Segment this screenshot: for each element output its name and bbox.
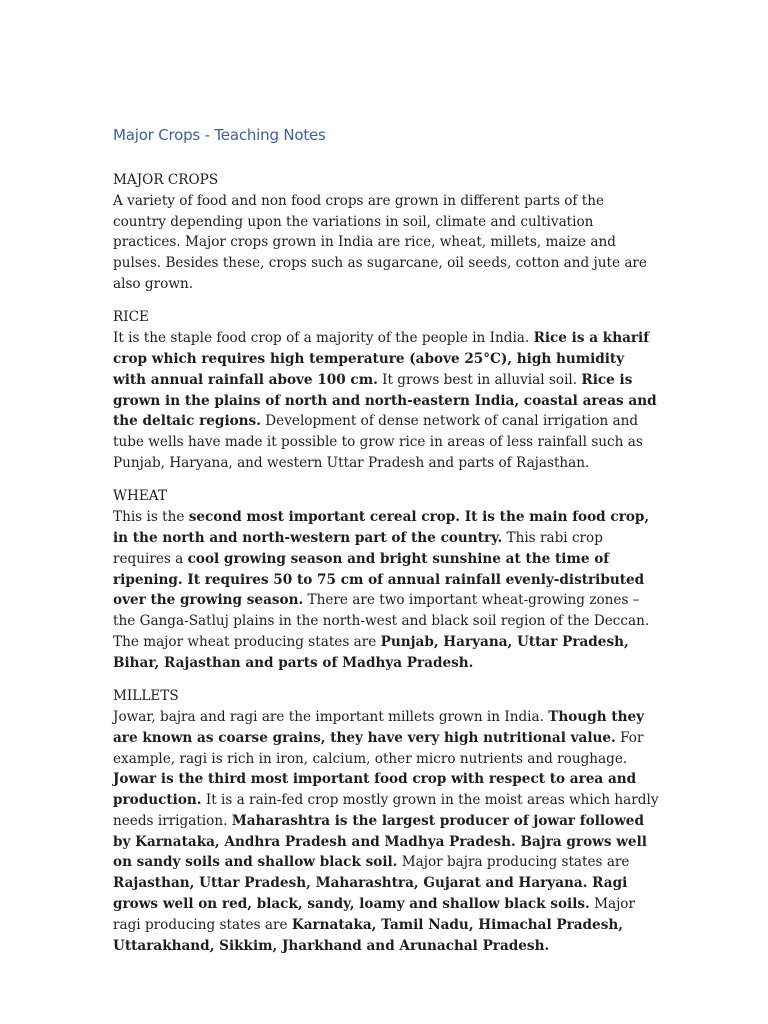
body-text: This is the bbox=[113, 509, 189, 526]
body-text: Major ragi producing states are bbox=[113, 896, 635, 933]
bold-text: Rice is a kharif crop which requires high temperature (above 25°C), high humidity with annual rainfall above 100 cm. bbox=[113, 330, 650, 388]
section-millets bbox=[113, 686, 661, 956]
body-text: There are two important wheat-growing zones – the Ganga-Satluj plains in the north-west and black soil region of the Deccan. The major wheat producing states are bbox=[113, 592, 650, 650]
bold-text: Karnataka, Tamil Nadu, Himachal Pradesh, Uttarakhand, Sikkim, Jharkhand and Arunachal Pradesh. bbox=[113, 916, 623, 954]
body-text: Development of dense network of canal irrigation and tube wells have made it possible to grow rice in areas of less rainfall such as Punjab, Haryana, and western Uttar Pradesh and parts of Rajasthan. bbox=[113, 413, 643, 471]
document-body bbox=[113, 170, 661, 956]
section-paragraph bbox=[113, 191, 661, 295]
body-text: For example, ragi is rich in iron, calcium, other micro nutrients and roughage. bbox=[113, 729, 644, 767]
section-paragraph bbox=[113, 507, 661, 673]
body-text: Jowar, bajra and ragi are the important millets grown in India. bbox=[113, 708, 549, 725]
document-page bbox=[113, 124, 661, 969]
bold-text: cool growing season and bright sunshine at the time of ripening. It requires 50 to 75 cm of annual rainfall evenly-distributed over the growing season. bbox=[113, 550, 645, 609]
section-paragraph bbox=[113, 707, 661, 957]
body-text: Major bajra producing states are bbox=[397, 854, 630, 871]
bold-text: Jowar is the third most important food crop with respect to area and production. bbox=[113, 771, 637, 809]
bold-text: Maharashtra is the largest producer of jowar followed by Karnataka, Andhra Pradesh and Madhya Pradesh. Bajra grows well on sandy soils and shallow black soil. bbox=[113, 812, 647, 871]
section-heading: RICE bbox=[113, 309, 149, 326]
body-text: It grows best in alluvial soil. bbox=[377, 371, 582, 388]
bold-text: Rice is grown in the plains of north and north-eastern India, coastal areas and the deltaic regions. bbox=[113, 371, 657, 430]
section-major-crops bbox=[113, 170, 661, 295]
section-heading: MAJOR CROPS bbox=[113, 172, 219, 188]
body-text: It is a rain-fed crop mostly grown in the moist areas which hardly needs irrigation. bbox=[113, 792, 659, 829]
section-wheat bbox=[113, 486, 661, 673]
section-paragraph bbox=[113, 328, 661, 474]
body-text: This rabi crop requires a bbox=[113, 529, 603, 567]
bold-text: second most important cereal crop. It is the main food crop, in the north and north-western part of the country. bbox=[113, 509, 650, 546]
bold-text: Though they are known as coarse grains, they have very high nutritional value. bbox=[113, 708, 645, 746]
section-heading: MILLETS bbox=[113, 688, 179, 705]
document-title: Major Crops - Teaching Notes bbox=[113, 126, 326, 144]
body-text: A variety of food and non food crops are grown in different parts of the country depending upon the variations in soil, climate and cultivation practices. Major crops grown in India are rice, wheat, millets, maize and pulses. Besides these, crops such as sugarcane, oil seeds, cotton and jute are also grown. bbox=[113, 192, 647, 292]
section-heading: WHEAT bbox=[113, 488, 167, 505]
section-rice bbox=[113, 307, 661, 473]
body-text: It is the staple food crop of a majority of the people in India. bbox=[113, 330, 534, 347]
bold-text: Rajasthan, Uttar Pradesh, Maharashtra, Gujarat and Haryana. Ragi grows well on red, black, sandy, loamy and shallow black soils. bbox=[113, 875, 628, 913]
bold-text: Punjab, Haryana, Uttar Pradesh, Bihar, Rajasthan and parts of Madhya Pradesh. bbox=[113, 633, 629, 671]
